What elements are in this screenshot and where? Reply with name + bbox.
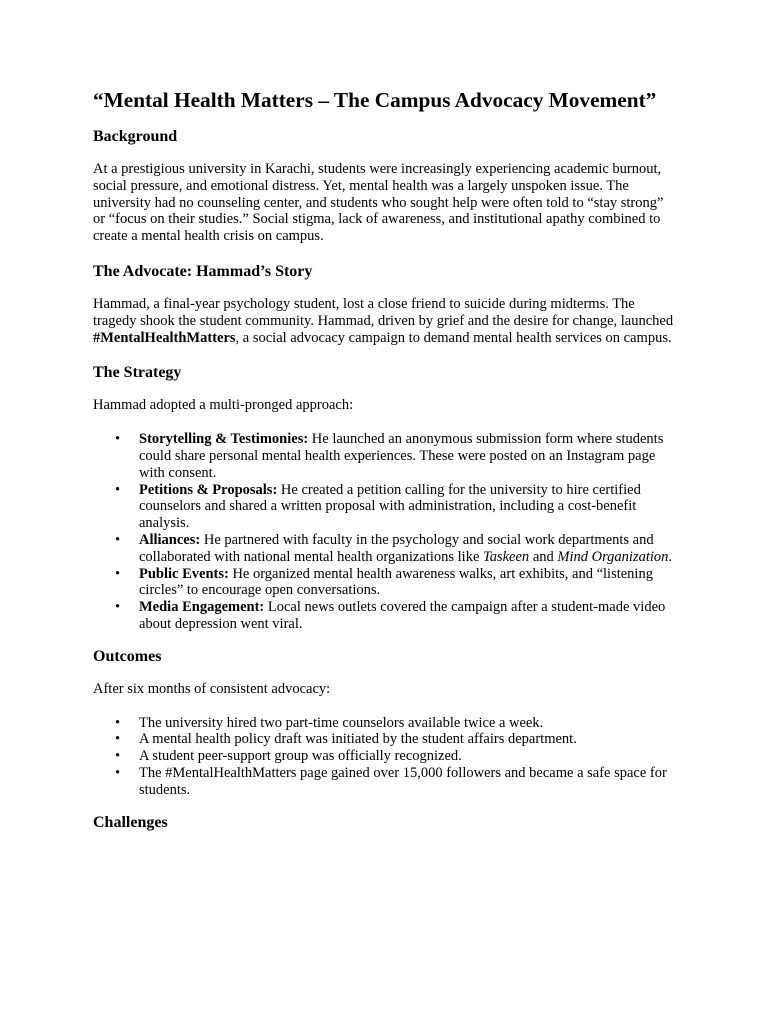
outcomes-list (93, 715, 678, 799)
heading-challenges: Challenges (93, 813, 168, 831)
list-item-label: Petitions & Proposals: (139, 481, 278, 498)
list-item (139, 532, 678, 566)
list-item: • A mental health policy draft was initiated by the student affairs department. (139, 731, 678, 748)
advocate-text-before: Hammad, a final-year psychology student, lost a close friend to suicide during midterms. The tragedy shook the student community. Hammad, driven by grief and the desire for change, launched (93, 295, 674, 329)
strategy-intro: Hammad adopted a multi-pronged approach: (93, 397, 354, 414)
heading-outcomes: Outcomes (93, 647, 162, 665)
list-item-text: He organized mental health awareness walks, art exhibits, and “listening circles” to encourage open conversations. (139, 565, 653, 599)
list-item-text: He partnered with faculty in the psychology and social work departments and collaborated with national mental health organizations like (139, 531, 654, 565)
background-paragraph: At a prestigious university in Karachi, students were increasingly experiencing academic burnout, social pressure, and emotional distress. Yet, mental health was a largely unspoken issue. The university had no counseling center, and students who sought help were often told to “stay strong” or “focus on their studies.” Social stigma, lack of awareness, and institutional apathy combined to create a mental health crisis on campus. (93, 161, 664, 245)
list-item (139, 566, 678, 600)
list-item-text-end: . (668, 548, 673, 565)
document-page (93, 88, 678, 847)
list-item: • The university hired two part-time counselors available twice a week. (139, 715, 678, 732)
heading-strategy: The Strategy (93, 364, 182, 382)
org-name-taskeen: Taskeen (483, 548, 530, 565)
list-item-label: Alliances: (139, 531, 201, 548)
list-item (139, 431, 678, 481)
list-item-label: Public Events: (139, 565, 229, 582)
list-item-label: Storytelling & Testimonies: (139, 431, 309, 448)
list-item: • The #MentalHealthMatters page gained over 15,000 followers and became a safe space for students. (139, 765, 678, 799)
outcomes-intro: After six months of consistent advocacy: (93, 680, 331, 697)
list-item-label: Media Engagement: (139, 599, 265, 616)
list-item (139, 599, 678, 633)
list-item-text-and: and (529, 548, 558, 565)
heading-advocate: The Advocate: Hammad’s Story (93, 262, 313, 280)
list-item (139, 482, 678, 532)
list-item-text: He launched an anonymous submission form where students could share personal mental health experiences. These were posted on an Instagram page with consent. (139, 431, 664, 481)
strategy-list (93, 431, 678, 633)
document-title: “Mental Health Matters – The Campus Advocacy Movement” (93, 88, 657, 112)
list-item-text: He created a petition calling for the university to hire certified counselors and shared a written proposal with administration, including a cost-benefit analysis. (139, 481, 641, 532)
list-item-text: Local news outlets covered the campaign after a student-made video about depression went viral. (139, 599, 666, 632)
advocate-text-after: , a social advocacy campaign to demand mental health services on campus. (235, 329, 672, 346)
heading-background: Background (93, 128, 178, 145)
list-item: • A student peer-support group was officially recognized. (139, 748, 678, 765)
org-name-mind: Mind Organization (557, 548, 669, 565)
advocate-paragraph (93, 296, 678, 346)
campaign-hashtag: #MentalHealthMatters (93, 329, 236, 346)
